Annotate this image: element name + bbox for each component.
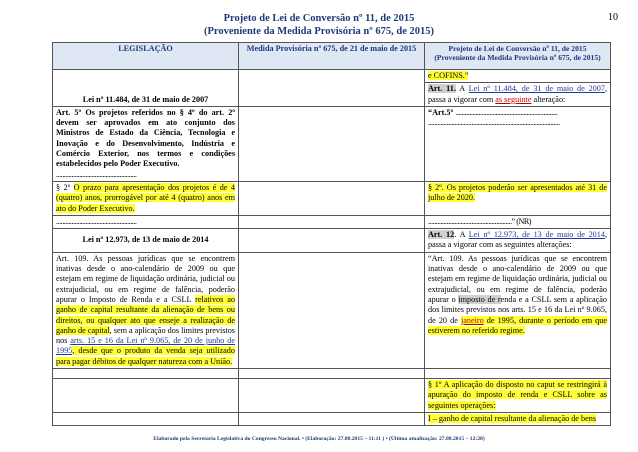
text-cofins: e COFINS.” [428,71,469,80]
footer: Elaborado pela Secretaria Legislativa do Congresso Nacional. • (Elaboração: 27.08.2015 – 11:11 ) • (Última atualização: 27.08.2015 – 12:28) [153,436,485,442]
p2-prefix: § 2º [56,182,74,192]
empty-cell [53,379,239,413]
art11-text-a: A [455,84,469,94]
cell-p2-new [425,181,611,215]
art109-highlight-2: , desde que o produto da venda seja utilizado para pagar débitos de qualquer natureza com a União. [56,346,235,366]
table-row [53,106,611,181]
header-legislacao: LEGISLAÇÃO [53,43,239,70]
item1-new-text: I – ganho de capital resultante da alienação de bens [428,413,596,423]
empty-cell [425,369,611,379]
art5-dots: .................................................... [56,169,137,179]
art11-text-c: alteração: [531,94,566,104]
link-lei-11484[interactable]: Lei nº 11.484, de 31 de maio de 2007 [468,84,605,94]
link-lei-12973[interactable]: Lei nº 12.973, de 13 de maio de 2014 [468,230,605,240]
empty-cell [239,181,425,215]
p2-text: O prazo para apresentação dos projetos é de 4 (quatro) anos, prorrogável por até 4 (quatro) anos em ato do Poder Executivo. [56,182,235,213]
empty-cell [239,252,425,368]
art109-text-a: Art. 109. As pessoas jurídicas que se encontrem inativas desde o ano-calendário de 2009 ou que estejam em regime de liquidação ordinária, judicial ou extrajudicial, ou em regime de falência, poderão apurar o Imposto de Renda e a CSLL [56,253,235,304]
table-row [53,369,611,379]
art109-new-text-a: “Art. 109. As pessoas jurídicas que se encontrem inativas desde o ano-calendário de 2009 ou que estejam em regime de liquidação ordinária, judicial ou extrajudicial, ou em regime de falência, poderão apurar o [428,253,607,304]
art12-text-a: . A [454,230,469,240]
header-row [53,43,611,70]
cell-cofins [425,70,611,83]
header-projeto-line-1: Projeto de Lei de Conversão nº 11, de 2015 [448,44,587,53]
art109-new-text-b: enda e a CSLL sem a aplicação dos limites previstos nos arts. 15 e 16 da Lei nº 9.065, de 20 de [428,294,607,325]
table-row [53,70,611,83]
art11-text-b: , passa a vigorar com [428,84,608,104]
title-line-1: Projeto de Lei de Conversão nº 11, de 2015 [223,13,415,24]
dots-row-c1: .................................................... [53,215,239,228]
empty-cell [239,379,425,413]
art11-label: Art. 11. [428,84,456,94]
empty-cell [239,106,425,181]
dots-row-c3: ......................................................” (NR) [425,215,611,228]
table-row [53,181,611,215]
empty-cell [239,229,425,253]
art5-new-dots-2: ..................................................................................... [428,118,560,128]
art109-new-gray: imposto de r [458,294,501,304]
cell-art5-new [425,106,611,181]
art109-text-b: , sem a aplicação dos limites previstos nos [56,325,235,346]
document-title [0,12,638,38]
table-row [53,229,611,253]
p2-new-text: § 2º. Os projetos poderão ser apresentados até 31 de julho de 2020. [428,182,607,203]
header-medida-provisoria: Medida Provisória nº 675, de 21 de maio de 2015 [239,43,425,70]
empty-cell [239,369,425,379]
art12-label: Art. 12 [428,230,455,240]
cell-art11 [425,83,611,107]
p1-new-text: § 1º A aplicação do disposto no caput se restringirá à apuração do imposto de renda e CSLL sobre as seguintes operações: [428,380,607,410]
table-row [53,379,611,413]
cell-item1-new [425,412,611,425]
art5-new-dots-1: .................................................................. [455,107,558,117]
header-projeto-lei [425,43,611,70]
page-number: 10 [608,12,618,23]
empty-cell [239,412,425,425]
link-lei-9065[interactable]: arts. 15 e 16 da Lei nº 9.065, de 20 de junho de 1995 [56,336,235,356]
art5-new-label: “Art.5º [428,107,454,117]
cell-art5-original [53,106,239,181]
law-title-11484: Lei nº 11.484, de 31 de maio de 2007 [53,70,239,107]
cell-p2-original [53,181,239,215]
empty-cell [239,70,425,107]
art109-new-highlight: de 1995, durante o período em que estiverem no referido regime. [428,315,607,335]
art109-highlight-1: relativos ao ganho de capital resultante da alienação de bens ou direitos, ou qualquer ato que enseje a realização de ganho de capital [56,294,236,335]
empty-cell [53,412,239,425]
empty-cell [53,369,239,379]
cell-art109-original [53,252,239,368]
cell-art12 [425,229,611,253]
art5-text-body: Art. 5º Os projetos referidos no § 4º do art. 2º devem ser aprovados em ato conjunto dos Ministros de Estado da Ciência, Tecnologia e Inovação e do Desenvolvimento, Indústria e Comércio Exterior, nos termos e condições estabelecidos pelo Poder Executivo. [56,107,235,169]
empty-cell [239,215,425,228]
art11-red-text: as seguinte [495,94,532,104]
header-projeto-line-2: (Proveniente da Medida Provisória nº 675, de 2015) [434,53,601,63]
title-line-2: (Proveniente da Medida Provisória nº 675, de 2015) [204,26,434,37]
cell-art109-new [425,252,611,368]
cell-p1-new [425,379,611,413]
art5-text [56,108,235,170]
art109-new-red: janeiro [460,315,484,325]
art12-text-b: , passa a vigorar com as seguintes alterações: [428,230,607,250]
law-title-12973: Lei nº 12.973, de 13 de maio de 2014 [53,229,239,253]
comparison-table [52,42,611,426]
table-row [53,252,611,368]
table-row [53,215,611,228]
table-row [53,412,611,425]
